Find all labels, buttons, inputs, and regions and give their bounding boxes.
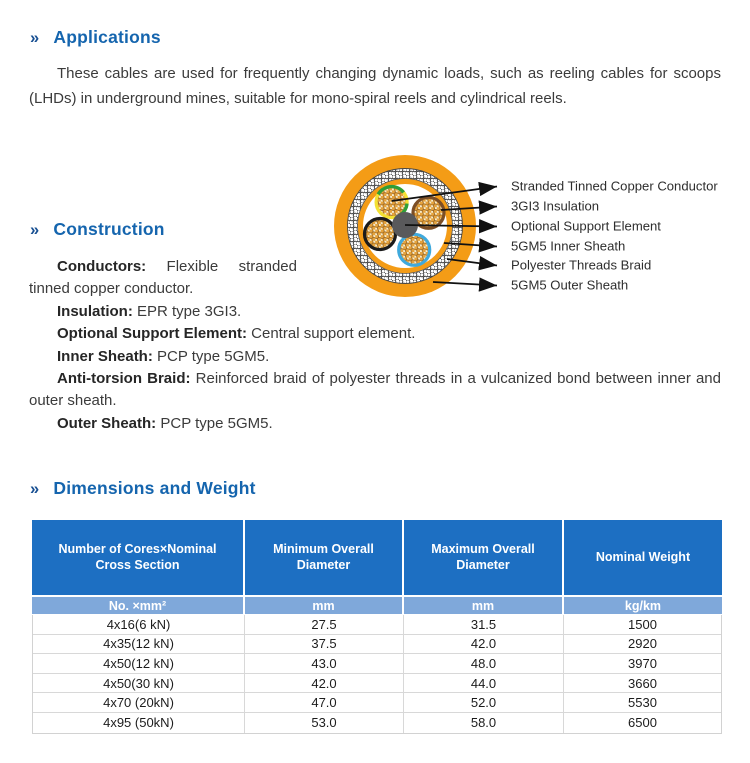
table-cell: 6500 [628, 715, 657, 731]
table-cell: 4x70 (20kN) [33, 693, 245, 712]
construction-item-text: EPR type 3GI3. [132, 302, 242, 320]
table-cell: 47.0 [245, 693, 404, 712]
table-unit-cell: mm [245, 597, 402, 614]
table-header-cell: Nominal Weight [564, 520, 722, 595]
table-cell: 42.0 [404, 635, 564, 654]
construction-item-label: Conductors: [57, 258, 147, 275]
construction-item-text: Flexible stranded tinned copper conductor. [29, 258, 297, 298]
construction-item-label: Anti-torsion Braid: [57, 370, 191, 388]
applications-title: Applications [53, 27, 161, 47]
table-unit-cell: No. ×mm² [32, 597, 243, 614]
table-row [33, 635, 721, 655]
table-cell: 37.5 [245, 635, 404, 654]
table-cell: 43.0 [245, 654, 404, 673]
table-row [33, 674, 721, 694]
chevron-marker-icon: » [30, 29, 40, 47]
table-cell: 52.0 [404, 693, 564, 712]
table-header-cell: Maximum Overall Diameter [404, 520, 562, 595]
construction-item-text: Central support element. [247, 325, 416, 343]
applications-heading [30, 27, 161, 48]
table-cell: 4x16(6 kN) [33, 615, 245, 634]
table-cell: 4x35(12 kN) [33, 635, 245, 654]
table-header-cell: Number of Cores×Nominal Cross Section [32, 520, 243, 595]
table-body [32, 615, 722, 734]
diagram-label-inner-sheath: 5GM5 Inner Sheath [511, 238, 626, 254]
table-cell: 5530 [628, 695, 657, 711]
table-cell: 4x50(30 kN) [33, 674, 245, 693]
table-unit-cell: kg/km [564, 597, 722, 614]
table-cell: 58.0 [404, 713, 564, 733]
construction-heading [30, 219, 165, 240]
table-row [33, 693, 721, 713]
table-row [33, 713, 721, 733]
table-cell: 3660 [628, 675, 657, 691]
construction-title: Construction [53, 219, 165, 239]
table-cell: 31.5 [404, 615, 564, 634]
cable-cross-section-diagram [325, 146, 750, 308]
construction-item-label: Insulation: [57, 302, 133, 320]
table-cell: 27.5 [245, 615, 404, 634]
construction-item [29, 346, 721, 368]
construction-item-text: PCP type 5GM5. [156, 414, 273, 432]
table-cell: 53.0 [245, 713, 404, 733]
diagram-label-support: Optional Support Element [511, 218, 661, 234]
construction-item [29, 323, 721, 345]
construction-item [29, 413, 721, 435]
table-units-row [32, 597, 722, 614]
table-cell: 44.0 [404, 674, 564, 693]
table-cell: 4x50(12 kN) [33, 654, 245, 673]
table-cell: 48.0 [404, 654, 564, 673]
diagram-label-conductor: Stranded Tinned Copper Conductor [511, 178, 718, 194]
dimensions-heading [30, 478, 256, 499]
construction-item-label: Optional Support Element: [57, 325, 247, 343]
construction-item-label: Inner Sheath: [57, 347, 153, 365]
table-header-row [32, 520, 722, 595]
table-cell: 3970 [628, 655, 657, 671]
table-row [33, 615, 721, 635]
table-cell: 42.0 [245, 674, 404, 693]
construction-item-label: Outer Sheath: [57, 414, 157, 432]
diagram-label-outer-sheath: 5GM5 Outer Sheath [511, 277, 629, 293]
chevron-marker-icon: » [30, 221, 40, 239]
diagram-label-braid: Polyester Threads Braid [511, 257, 652, 273]
construction-item-text: Reinforced braid of polyester threads in a vulcanized bond between inner and outer sheath. [29, 370, 721, 410]
table-cell: 4x95 (50kN) [33, 713, 245, 733]
construction-item-text: PCP type 5GM5. [152, 347, 270, 365]
diagram-label-insulation: 3GI3 Insulation [511, 198, 600, 214]
dimensions-title: Dimensions and Weight [53, 478, 256, 498]
table-row [33, 654, 721, 674]
applications-paragraph: These cables are used for frequently changing dynamic loads, such as reeling cables for scoops (LHDs) in underground mines, suitable for mono-spiral reels and cylindrical reels. [29, 65, 721, 107]
table-cell: 1500 [628, 616, 657, 632]
construction-item [29, 368, 721, 413]
chevron-marker-icon: » [30, 480, 40, 498]
table-cell: 2920 [628, 636, 657, 652]
table-unit-cell: mm [404, 597, 562, 614]
table-header-cell: Minimum Overall Diameter [245, 520, 402, 595]
